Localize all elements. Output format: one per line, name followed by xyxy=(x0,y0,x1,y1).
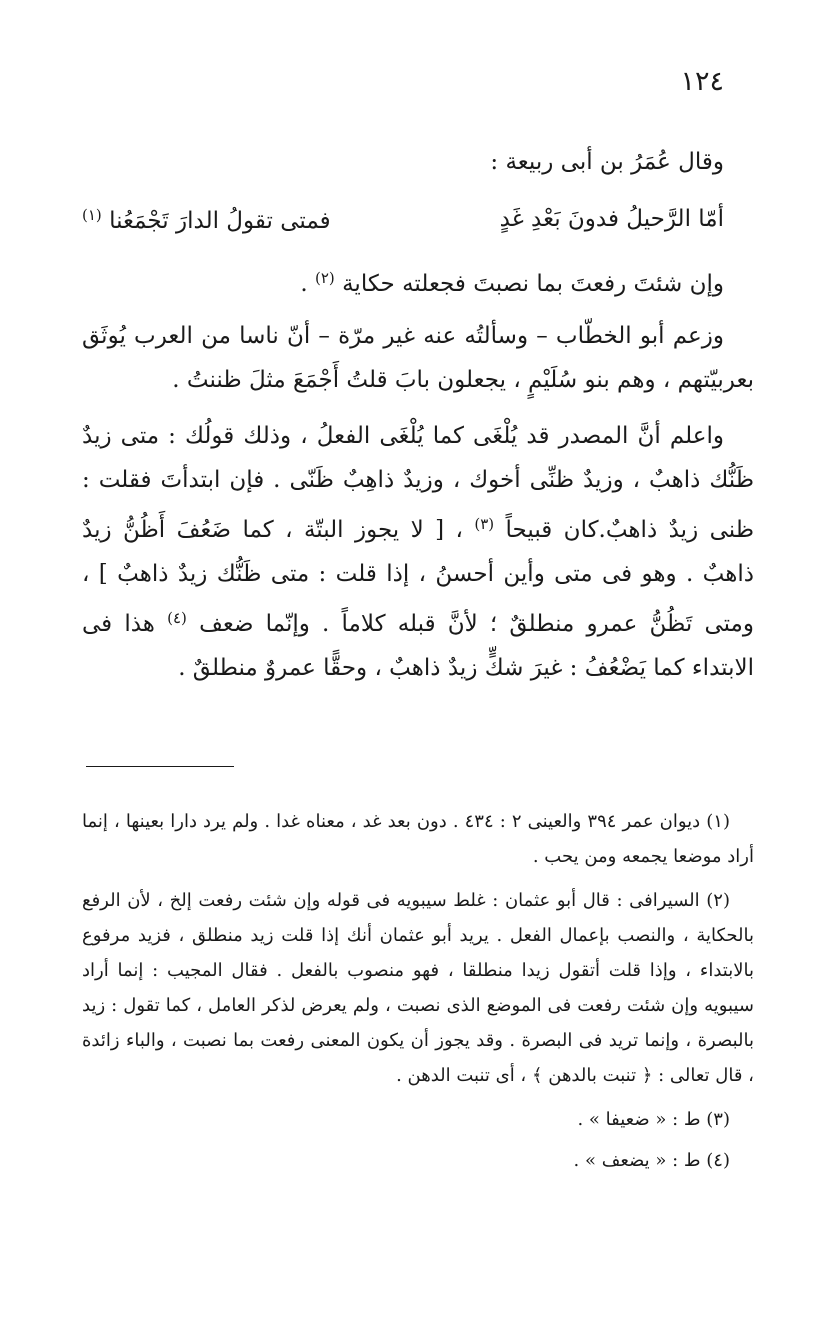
paragraph-1-end: . xyxy=(300,271,315,297)
footnote-4: (٤) ط : « يضعف » . xyxy=(573,1150,730,1171)
footnote-ref-1: (١) xyxy=(82,206,102,224)
paragraph-3-part-3: هذا فى الابتداء كما يَضْعُفُ : غيرَ شكٍّ زيدٌ ذاهبٌ ، وحقًّا عمروٌ منطلقٌ . xyxy=(82,611,754,681)
paragraph-3-part-1: واعلم أنَّ المصدر قد يُلْغَى كما يُلْغَى الفعلُ ، وذلك قولُك : متى زيدٌ ظَنُّك ذاهبٌ ، وزيدٌ ظنِّى أخوك ، وزيدٌ ذاهِبٌ ظَنّى . فإن ابتدأتَ فقلت : ظنى زيدٌ ذاهبٌ.كان قبيحاً xyxy=(82,423,755,543)
footnotes xyxy=(82,804,754,1184)
paragraph-3-part-2: ، [ لا يجوز البتّة ، كما ضَعُفَ أَظُنُّ زيدٌ ذاهبٌ . وهو فى متى وأين أحسنُ ، إذا قلت : متى ظَنُّك زيدٌ ذاهبٌ ] ، ومتى تَظُنُّ عمرو منطلقٌ ؛ لأنَّ قبله كلاماً . وإنّما ضعف xyxy=(82,517,754,637)
paragraph-3 xyxy=(82,414,754,690)
footnote-ref-2: (٢) xyxy=(315,269,335,287)
poetry-verse xyxy=(82,194,754,254)
paragraph-1-text: وإن شئتَ رفعتَ بما نصبتَ فجعلته حكاية xyxy=(342,271,724,297)
page-number: ١٢٤ xyxy=(680,66,724,97)
poem-introduction: وقال عُمَرُ بن أبى ربيعة : xyxy=(490,149,724,175)
main-text xyxy=(82,136,754,690)
footnote-divider xyxy=(86,766,234,767)
verse-second-hemistich xyxy=(82,206,331,234)
footnote-2: (٢) السيرافى : قال أبو عثمان : غلط سيبويه فى قوله وإن شئت رفعت إلخ ، لأن الرفع بالحكاية ، والنصب بإعمال الفعل . يريد أبو عثمان أنك إذا قلت زيد منطلق ، فزيد مرفوع بالابتداء ، وإذا قلت أتقول زيدا منطلقا ، فهو منصوب بالفعل . فقال المجيب : إنما أراد سيبويه وإن شئت رفعت فى الموضع الذى نصبت ، ولم يعرض لذكر العامل ، كما تقول : زيد بالبصرة ، وإنما تريد فى البصرة . وقد يجوز أن يكون المعنى رفعت بما نصبت ، والباء زائدة ، قال تعالى : ﴿ تنبت بالدهن ﴾ ، أى تنبت الدهن . xyxy=(82,890,754,1086)
verse-second-hemistich-text: فمتى تقولُ الدارَ تَجْمَعُنا xyxy=(109,208,331,234)
verse-first-hemistich: أمّا الرَّحيلُ فدونَ بَعْدِ غَدٍ xyxy=(499,206,724,232)
paragraph-2: وزعم أبو الخطّاب – وسألتُه عنه غير مرّة – أنّ ناسا من العرب يُوثَق بعربيّتهم ، وهم بنو سُلَيْمٍ ، يجعلون بابَ قلتُ أَجْمَعَ مثلَ ظننتُ . xyxy=(82,323,754,393)
paragraph-1 xyxy=(82,254,754,302)
footnote-ref-4: (٤) xyxy=(167,609,187,627)
footnote-3: (٣) ط : « ضعيفا » . xyxy=(577,1109,730,1130)
footnote-1: (١) ديوان عمر ٣٩٤ والعينى ٢ : ٤٣٤ . دون بعد غد ، معناه غدا . ولم يرد دارا بعينها ، إنما أراد موضعا يجمعه ومن يحب . xyxy=(82,811,754,867)
footnote-ref-3: (٣) xyxy=(474,515,495,533)
